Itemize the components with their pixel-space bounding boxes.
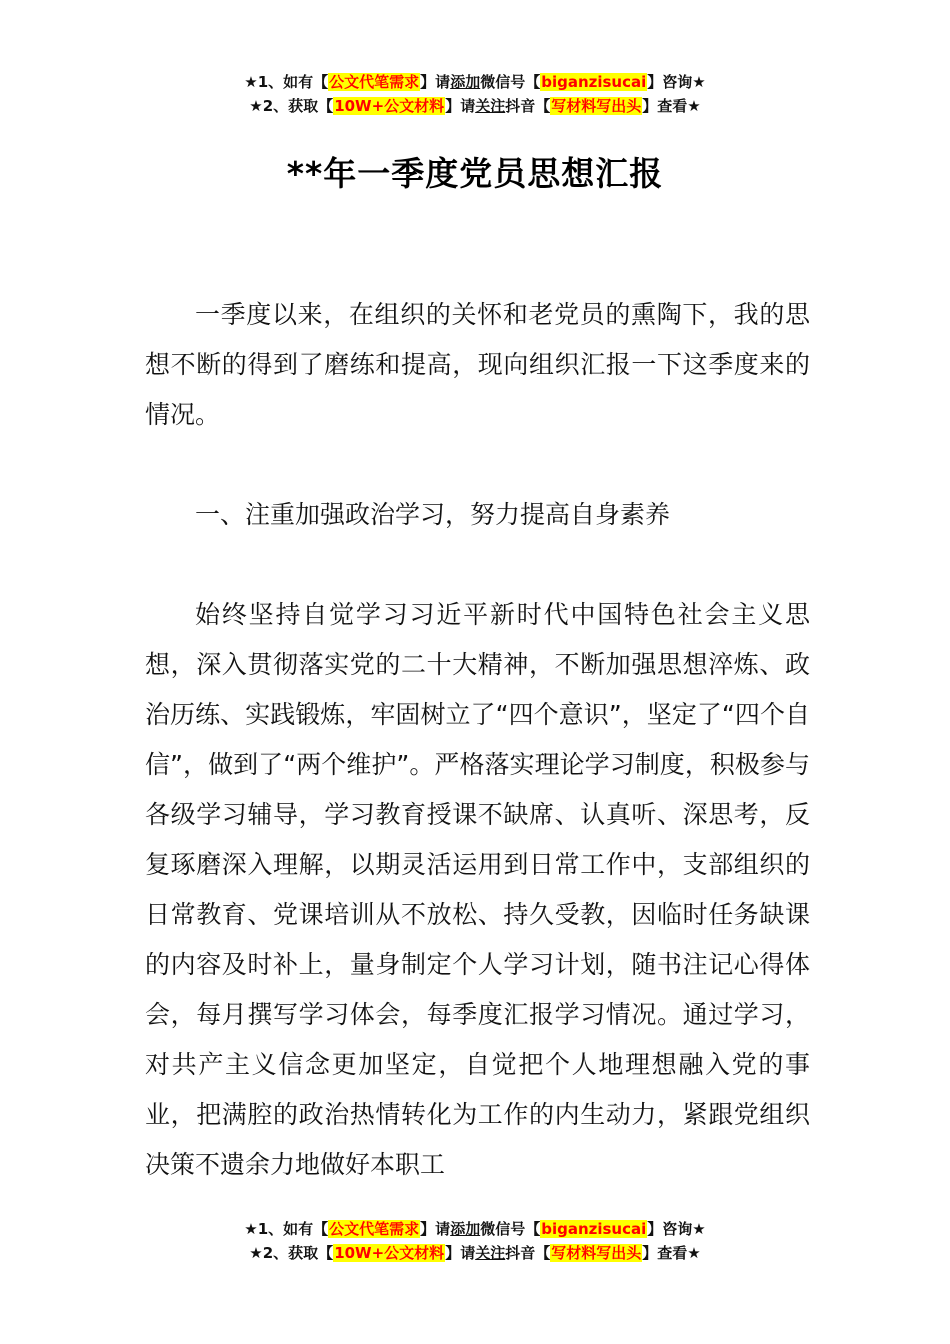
- document-body: [145, 290, 810, 1190]
- banner-text: 】咨询★: [647, 1220, 706, 1238]
- banner-underline: 关注: [475, 97, 506, 115]
- banner-highlight: 公文代笔需求: [329, 73, 420, 91]
- banner-highlight: biganzisucai: [541, 1220, 647, 1238]
- banner-highlight: 写材料写出头: [551, 1244, 642, 1262]
- banner-text: 】请: [445, 97, 476, 115]
- banner-text: 】请: [445, 1244, 476, 1262]
- banner-text: 】咨询★: [647, 73, 706, 91]
- banner-text: ★1、如有【: [244, 1220, 329, 1238]
- banner-highlight: biganzisucai: [541, 73, 647, 91]
- header-banner: [0, 70, 950, 118]
- banner-text: 微信号【: [480, 1220, 541, 1238]
- banner-highlight: 10W+公文材料: [334, 1244, 445, 1262]
- banner-line-1: [0, 1217, 950, 1241]
- banner-text: 抖音【: [505, 97, 551, 115]
- section-heading: 一、注重加强政治学习，努力提高自身素养: [195, 500, 671, 529]
- banner-line-1: [0, 70, 950, 94]
- banner-text: 抖音【: [505, 1244, 551, 1262]
- footer-banner: [0, 1217, 950, 1265]
- banner-line-2: [0, 1241, 950, 1265]
- banner-text: 】请: [420, 73, 451, 91]
- paragraph-intro: 一季度以来，在组织的关怀和老党员的熏陶下，我的思想不断的得到了磨练和提高，现向组织汇报一下这季度来的情况。: [145, 300, 810, 429]
- banner-text: 】请: [420, 1220, 451, 1238]
- document-title: **年一季度党员思想汇报: [286, 154, 664, 193]
- banner-line-2: [0, 94, 950, 118]
- banner-highlight: 公文代笔需求: [329, 1220, 420, 1238]
- banner-text: 】查看★: [642, 97, 701, 115]
- banner-underline: 添加: [450, 73, 481, 91]
- banner-underline: 添加: [450, 1220, 481, 1238]
- paragraph-body: 始终坚持自觉学习习近平新时代中国特色社会主义思想，深入贯彻落实党的二十大精神，不断加强思想淬炼、政治历练、实践锻炼，牢固树立了“四个意识”，坚定了“四个自信”，做到了“两个维护”。严格落实理论学习制度，积极参与各级学习辅导，学习教育授课不缺席、认真听、深思考，反复琢磨深入理解，以期灵活运用到日常工作中，支部组织的日常教育、党课培训从不放松、持久受教，因临时任务缺课的内容及时补上，量身制定个人学习计划，随书注记心得体会，每月撰写学习体会，每季度汇报学习情况。通过学习，对共产主义信念更加坚定，自觉把个人地理想融入党的事业，把满腔的政治热情转化为工作的内生动力，紧跟党组织决策不遗余力地做好本职工: [145, 600, 810, 1179]
- banner-underline: 关注: [475, 1244, 506, 1262]
- banner-text: ★2、获取【: [249, 1244, 334, 1262]
- banner-text: 微信号【: [480, 73, 541, 91]
- banner-highlight: 写材料写出头: [551, 97, 642, 115]
- banner-text: ★2、获取【: [249, 97, 334, 115]
- banner-text: 】查看★: [642, 1244, 701, 1262]
- banner-text: ★1、如有【: [244, 73, 329, 91]
- banner-highlight: 10W+公文材料: [334, 97, 445, 115]
